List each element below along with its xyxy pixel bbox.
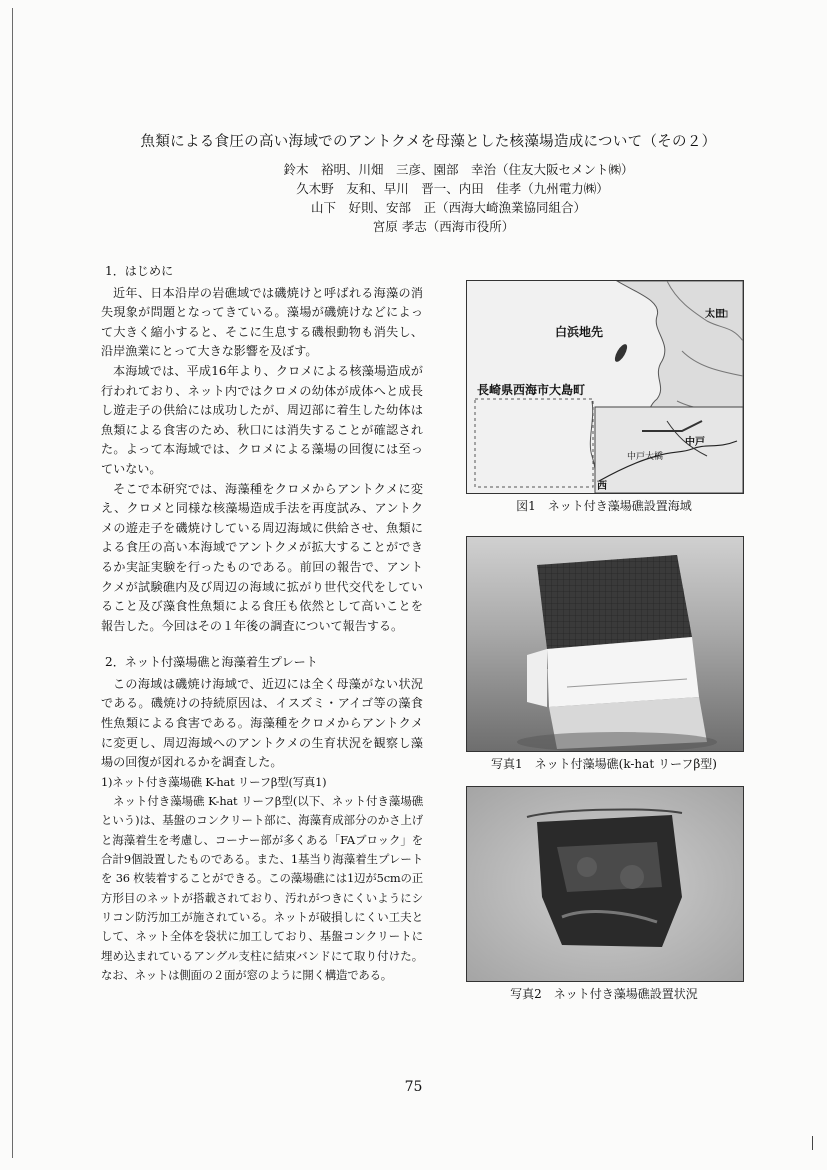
paragraph: そこで本研究では、海藻種をクロメからアントクメに変え、クロメと同様な核藻場造成手法を再度試み、アントクメの遊走子を磯焼けしている周辺海域に供給させ、魚類による食圧の高い本海域でアントクメが拡大することができるか実証実験を行ったものである。前回の報告で、アントクメが試験礁内及び周辺の海域に拡がり世代交代をしていること及び藻食性魚類による食圧も依然として高いことを報告した。今回はその１年後の調査について報告する。 xyxy=(101,481,423,633)
paragraph: ネット付き藻場礁 K-hat リーフβ型(以下、ネット付き藻場礁という)は、基盤のコンクリート部に、海藻育成部分のかさ上げと海藻着生を考慮し、コーナー部が多くある「FAブロック」を合計9個設置したものである。また、1基当り海藻着生プレートを 36 枚装着することができる。この藻場礁には1辺が5cmの正方形目のネットが搭載されており、汚れがつきにくいようにシリコン防汚加工が施されている。ネットが破損しにくい工夫として、ネット全体を袋状に加工しており、基盤コンクリートに埋め込まれているアングル支柱に結束バンドにて取り付けた。なお、ネットは側面の２面が窓のように開く構造である。 xyxy=(101,794,423,982)
figure-photo1 xyxy=(466,536,742,773)
author-list xyxy=(0,160,827,236)
photo-caption: 写真1 ネット付藻場礁(k-hat リーフβ型) xyxy=(491,757,717,771)
photo-caption: 写真2 ネット付き藻場礁設置状況 xyxy=(510,987,698,1001)
map-label-nakado: 中戸 xyxy=(685,437,705,448)
page-number: 75 xyxy=(404,1079,423,1095)
map-label-nishi: 西 xyxy=(597,481,607,492)
paper-title: 魚類による食圧の高い海域でのアントクメを母藻とした核藻場造成について（その２） xyxy=(140,134,717,150)
figure-photo2 xyxy=(466,786,742,1003)
scan-edge-mark xyxy=(812,1136,819,1150)
photo-underwater-drawing xyxy=(467,787,743,981)
author-line: 鈴木 裕明、川畑 三彦、園部 幸治（住友大阪セメント㈱） xyxy=(283,162,634,177)
figure-caption: 図1 ネット付き藻場礁設置海域 xyxy=(516,499,692,513)
map-label-site: 白浜地先 xyxy=(555,325,604,339)
photo-reef-unit xyxy=(466,536,744,752)
section-heading: 2．ネット付藻場礁と海藻着生プレート xyxy=(105,655,318,670)
paragraph: この海域は磯焼け海域で、近辺には全く母藻がない状況である。磯焼けの持続原因は、イスズミ・アイゴ等の藻食性魚類による食害である。海藻種をクロメからアントクメに変更し、周辺海域へのアントクメの生育状況を観察し藻場の回復が図れるかを調査した。 xyxy=(101,676,423,770)
author-line: 宮原 孝志（西海市役所） xyxy=(372,219,515,234)
map-label-ota: 太田 xyxy=(705,309,725,320)
photo-reef-drawing xyxy=(467,537,743,751)
subsection-heading: 1)ネット付き藻場礁 K-hat リーフβ型(写真1) xyxy=(101,774,327,789)
map-label-bridge: 中戸大橋 xyxy=(627,452,664,462)
paragraph: 本海域では、平成16年より、クロメによる核藻場造成が行われており、ネット内ではクロメの幼体が成体へと成長し遊走子の供給には成功したが、周辺部に着生した幼体は魚類による食害のため、秋口には消失することが確認された。よって本海域では、クロメによる藻場の回復には至っていない。 xyxy=(101,363,423,476)
map-label-region: 長崎県西海市大島町 xyxy=(477,383,586,397)
photo-underwater xyxy=(466,786,744,982)
paper-header xyxy=(0,132,827,236)
author-line: 山下 好則、安部 正（西海大崎漁業協同組合） xyxy=(310,200,586,215)
body-text-column xyxy=(101,262,423,985)
section-heading: 1．はじめに xyxy=(105,264,174,278)
figure-map xyxy=(466,280,742,515)
author-line: 久木野 友和、早川 晋一、内田 佳孝（九州電力㈱） xyxy=(296,181,609,196)
map-image xyxy=(466,280,744,494)
paragraph: 近年、日本沿岸の岩礁域では磯焼けと呼ばれる海藻の消失現象が問題となってきている。藻場が磯焼けなどによって大きく縮小すると、そこに生息する磯根動物も消失し、沿岸漁業にとって大きな影響を及ぼす。 xyxy=(101,285,423,359)
